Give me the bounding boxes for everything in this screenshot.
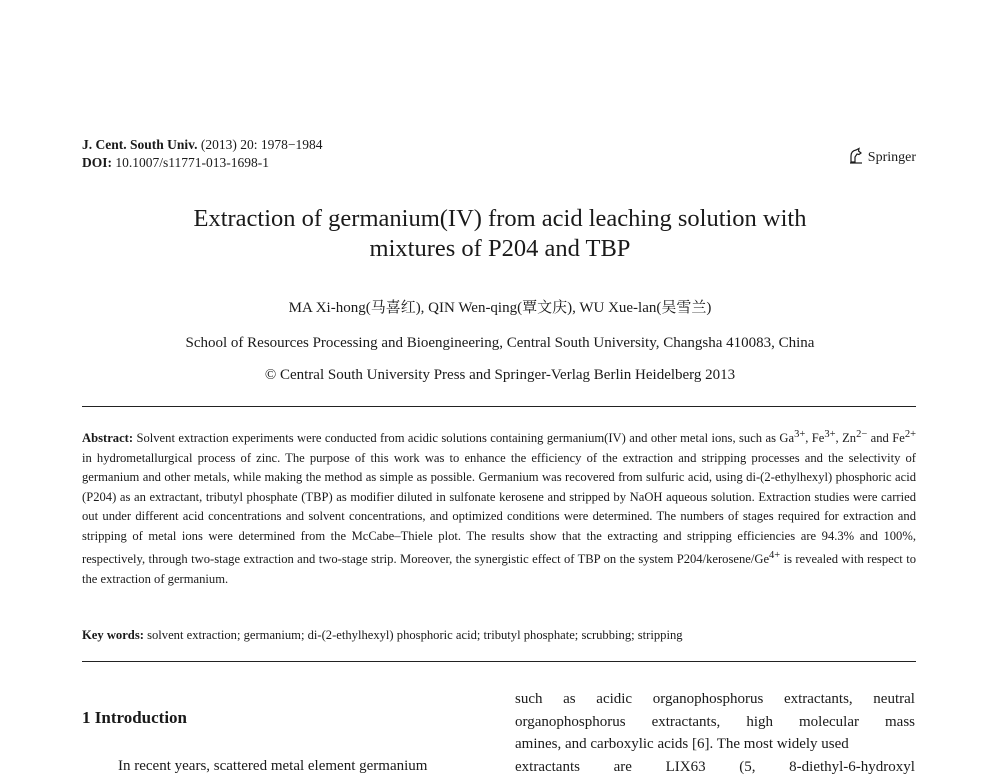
superscript: 3+ bbox=[794, 429, 805, 440]
word: are bbox=[614, 756, 632, 778]
section-heading: 1 Introduction bbox=[82, 708, 187, 728]
word: 8-diethyl-6-hydroxyl bbox=[789, 756, 915, 778]
superscript: 2+ bbox=[905, 429, 916, 440]
divider-top bbox=[82, 406, 916, 407]
word: such bbox=[515, 688, 543, 711]
publisher-name: Springer bbox=[868, 150, 916, 166]
text-line bbox=[515, 688, 915, 711]
text-line: amines, and carboxylic acids [6]. The most widely used bbox=[515, 733, 915, 756]
authors: MA Xi-hong(马喜红), QIN Wen-qing(覃文庆), WU Xue-lan(吴雪兰) bbox=[0, 296, 1000, 317]
right-column-text bbox=[515, 688, 915, 778]
superscript: 2− bbox=[856, 429, 867, 440]
keywords-label: Key words: bbox=[82, 628, 144, 642]
word: extractants bbox=[515, 756, 580, 778]
text-line-last bbox=[515, 756, 915, 778]
title-line-2: mixtures of P204 and TBP bbox=[0, 234, 1000, 264]
doi-line bbox=[82, 154, 323, 172]
word: as bbox=[563, 688, 576, 711]
word: neutral bbox=[873, 688, 915, 711]
title-line-1: Extraction of germanium(IV) from acid leaching solution with bbox=[0, 204, 1000, 234]
word: mass bbox=[885, 711, 915, 734]
journal-issue: (2013) 20: 1978−1984 bbox=[201, 137, 323, 152]
journal-name: J. Cent. South Univ. bbox=[82, 137, 198, 152]
journal-header bbox=[82, 136, 323, 172]
word: (5, bbox=[739, 756, 755, 778]
superscript: 4+ bbox=[769, 550, 780, 561]
word: extractants, bbox=[784, 688, 853, 711]
superscript: 3+ bbox=[824, 429, 835, 440]
word: molecular bbox=[799, 711, 859, 734]
abstract-text: , Fe bbox=[805, 431, 824, 445]
word: organophosphorus bbox=[653, 688, 764, 711]
word: organophosphorus bbox=[515, 711, 626, 734]
abstract-text: and Fe bbox=[867, 431, 905, 445]
abstract-text: Solvent extraction experiments were conducted from acidic solutions containing germanium(IV) and other metal ions, such as Ga bbox=[133, 431, 794, 445]
text-line bbox=[515, 711, 915, 734]
word: acidic bbox=[596, 688, 632, 711]
word: high bbox=[746, 711, 773, 734]
keywords bbox=[82, 628, 916, 643]
abstract bbox=[82, 425, 916, 589]
copyright: © Central South University Press and Springer-Verlag Berlin Heidelberg 2013 bbox=[0, 367, 1000, 384]
affiliation: School of Resources Processing and Bioengineering, Central South University, Changsha 410083, China bbox=[0, 335, 1000, 352]
publisher-logo bbox=[848, 147, 916, 169]
paper-title bbox=[0, 204, 1000, 264]
abstract-text: is revealed with respect to the extraction of germanium. bbox=[82, 552, 916, 586]
divider-bottom bbox=[82, 661, 916, 662]
doi-value[interactable]: 10.1007/s11771-013-1698-1 bbox=[115, 155, 269, 170]
journal-citation bbox=[82, 136, 323, 154]
word: LIX63 bbox=[666, 756, 706, 778]
doi-label: DOI: bbox=[82, 155, 112, 170]
word: extractants, bbox=[652, 711, 721, 734]
abstract-text: in hydrometallurgical process of zinc. The purpose of this work was to enhance the efficiency of the extraction and stripping processes and the selectivity of germanium and other metals, while making the method as simple as possible. Germanium was recovered from sulfuric acid, using di-(2-ethylhexyl) phosphoric acid (P204) as an extractant, tributyl phosphate (TBP) as modifier diluted in sulfonate kerosene and stripped by NaOH aqueous solution. Extraction studies were carried out under different acid concentrations and solvent concentrations, and optimized conditions were determined. The numbers of stages required for extraction and stripping of metal ions were determined from the McCabe–Thiele plot. The results show that the extracting and stripping efficiencies are 94.3% and 100%, respectively, through two-stage extraction and two-stage strip. Moreover, the synergistic effect of TBP on the system P204/kerosene/Ge bbox=[82, 451, 916, 567]
left-column-text: In recent years, scattered metal element germanium bbox=[118, 758, 484, 775]
keywords-text: solvent extraction; germanium; di-(2-ethylhexyl) phosphoric acid; tributyl phosphate; scrubbing; stripping bbox=[144, 628, 683, 642]
abstract-label: Abstract: bbox=[82, 431, 133, 445]
abstract-text: , Zn bbox=[836, 431, 857, 445]
springer-horse-icon bbox=[848, 147, 864, 169]
